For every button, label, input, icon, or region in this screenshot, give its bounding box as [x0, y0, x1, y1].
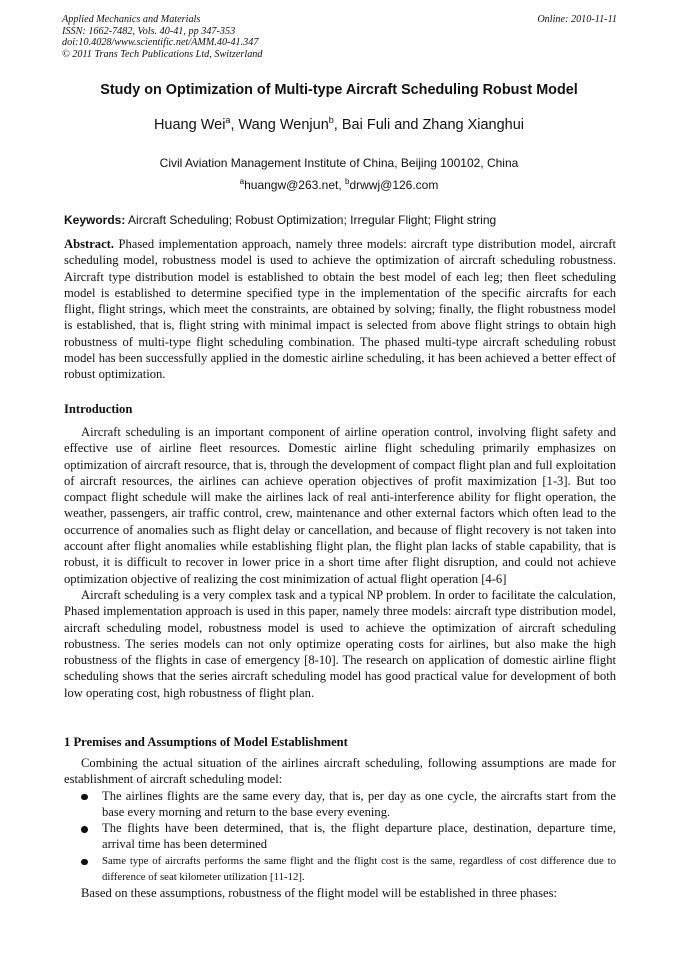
- copyright-line: © 2011 Trans Tech Publications Ltd, Switzerland: [62, 48, 263, 60]
- bullet-icon: [81, 826, 88, 833]
- publication-header: [62, 14, 617, 60]
- email-address: drwwj@126.com: [349, 178, 439, 192]
- email-mark: a: [239, 177, 245, 186]
- list-item-text: Same type of aircrafts performs the same flight and the flight cost is the same, regardless of cost difference due to difference of seat kilometer utilization [11-12].: [102, 854, 616, 884]
- paragraph: Aircraft scheduling is a very complex task and a typical NP problem. In order to facilitate the calculation, Phased implementation approach is used in this paper, namely three models: aircraft type distribution model, aircraft scheduling model, robustness model is used to achieve the optimization of aircraft scheduling robustness. The series models can not only optimize operating costs for airlines, but also make the high robustness of the flights in case of emergency [8-10]. The research on application of domestic airline flight scheduling shows that the series aircraft scheduling model has good practical value for development of both low operating cost, high robustness of flight plan.: [64, 587, 616, 700]
- affiliation-mark: b: [328, 115, 334, 125]
- paragraph: Combining the actual situation of the airlines aircraft scheduling, following assumptions are made for establishment of aircraft scheduling model:: [64, 756, 616, 787]
- author-list: [40, 115, 638, 133]
- affiliation: Civil Aviation Management Institute of China, Beijing 100102, China: [159, 156, 519, 170]
- paragraph: Aircraft scheduling is an important component of airline operation control, involving flight safety and effective use of airline fleet resources. Domestic airline flight scheduling primarily emphasizes on optimization of aircraft resource, that is, through the development of compact flight plan and full exploitation of aircraft resources, the airlines can achieve operation objectives of profit maximization [1-3]. But too compact flight schedule will make the airlines lack of real anti-interference ability for flight operation, the weather, passengers, air traffic control, crew, maintenance and other external factors which often lead to the occurrence of anomalies such as flight delay or cancellation, and because of flight recovery is not taken into account after flight anomalies while establishing flight plan, the flight plan lacks of stable capability, that is robust, it is difficult to recover in lower price in a short time after flight disruption, and could not achieve optimization objective of realizing the cost minimization of actual flight operation [4-6]: [64, 425, 616, 586]
- email-address: huangw@263.net,: [244, 178, 346, 192]
- section-1-heading: 1 Premises and Assumptions of Model Establishment: [64, 735, 348, 749]
- bullet-icon: [81, 794, 88, 801]
- list-item: [64, 853, 616, 886]
- issn-line: ISSN: 1662-7482, Vols. 40-41, pp 347-353: [62, 25, 236, 37]
- introduction-heading: Introduction: [64, 402, 133, 416]
- list-item: [64, 788, 616, 821]
- author-separator: ,: [230, 116, 239, 133]
- author-name: Huang Wei: [153, 116, 226, 133]
- affiliation-mark: a: [225, 115, 231, 125]
- bullet-icon: [81, 859, 88, 866]
- keywords: [64, 213, 624, 227]
- online-date: Online: 2010-11-11: [537, 14, 617, 25]
- list-item: [64, 820, 616, 853]
- list-item-text: The flights have been determined, that is, the flight departure place, destination, departure time, arrival time has been determined: [102, 821, 616, 852]
- email-mark: b: [345, 177, 350, 186]
- author-names-rest: , Bai Fuli and Zhang Xianghui: [333, 116, 525, 133]
- author-name: Wang Wenjun: [238, 116, 329, 133]
- author-emails: [40, 177, 638, 192]
- keywords-text: Aircraft Scheduling; Robust Optimization; Irregular Flight; Flight string: [125, 213, 497, 227]
- abstract-text: Phased implementation approach, namely three models: aircraft type distribution model, aircraft scheduling model, robustness model is used to achieve the optimization of aircraft scheduling robustness. Aircraft type distribution model is established to obtain the best model of each leg; then fleet scheduling model is established to determine specified type in the implementation of the specific aircrafts for each flight, flight strings, which meet the constraints, are obtained by solving; finally, the flight robustness model is established, that is, flight string with minimal impact is selected from above flight strings to obtain high robustness of multi-type flight scheduling combination. The phased multi-type aircraft scheduling robust model has been successfully applied in the domestic airline scheduling, it has been achieved a better effect of robust optimization.: [64, 237, 616, 382]
- paper-title: Study on Optimization of Multi-type Aircraft Scheduling Robust Model: [100, 82, 578, 98]
- list-item-text: The airlines flights are the same every day, that is, per day as one cycle, the aircrafts start from the base every morning and return to the base every evening.: [102, 788, 616, 819]
- abstract-label: Abstract.: [64, 237, 115, 251]
- doi-line: doi:10.4028/www.scientific.net/AMM.40-41.347: [62, 37, 259, 48]
- keywords-label: Keywords:: [64, 213, 126, 227]
- abstract: [64, 236, 616, 383]
- journal-name: Applied Mechanics and Materials: [62, 14, 201, 25]
- paragraph: Based on these assumptions, robustness of the flight model will be established in three phases:: [81, 886, 558, 901]
- assumption-list: [64, 788, 616, 886]
- section-1-body: [64, 755, 616, 902]
- introduction-body: [64, 424, 616, 701]
